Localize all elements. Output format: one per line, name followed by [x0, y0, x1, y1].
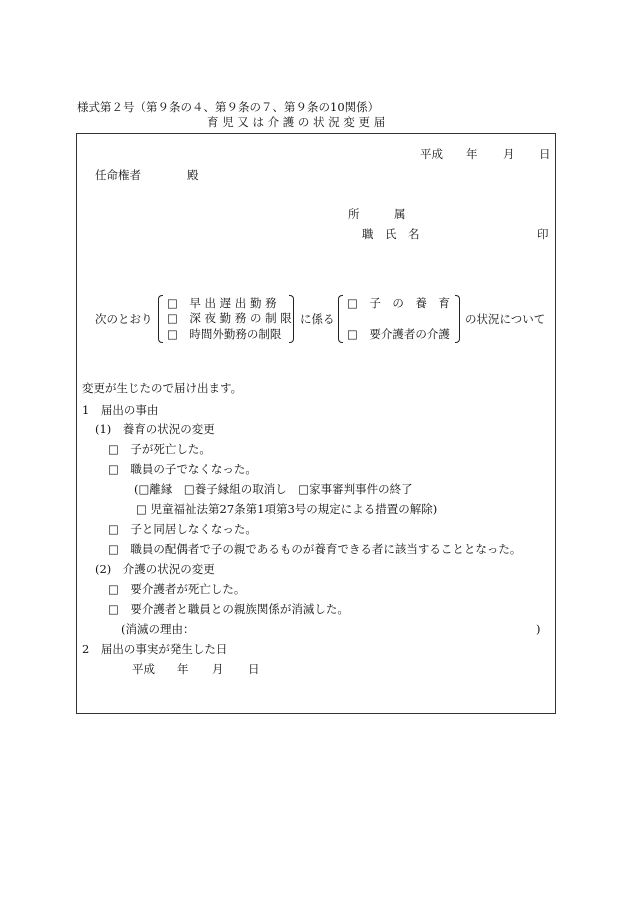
- date-month-unit: 月: [503, 147, 515, 161]
- check-spouse-can-rear[interactable]: □ 職員の配偶者で子の親であるものが養育できる者に該当することとなった。: [108, 542, 522, 556]
- bracket-left-care: [338, 295, 343, 343]
- name-label: 職 氏 名: [362, 227, 420, 241]
- option-night-work-limit[interactable]: □ 深 夜 勤 務 の 制 限: [167, 311, 292, 325]
- section1-heading: 1 届出の事由: [82, 403, 159, 417]
- reasons-line2[interactable]: □ 児童福祉法第27条第1項第3号の規定による措置の解除): [136, 502, 438, 516]
- date-year-unit: 年: [466, 147, 478, 161]
- subject-connector: に係る: [300, 312, 335, 326]
- option-overtime-limit[interactable]: □ 時間外勤務の制限: [167, 327, 282, 341]
- reason-close: ): [536, 622, 541, 636]
- intro-text: 変更が生じたので届け出ます。: [82, 381, 243, 395]
- occurrence-month-unit: 月: [212, 662, 224, 676]
- check-not-child[interactable]: □ 職員の子でなくなった。: [108, 462, 257, 476]
- date-day-unit: 日: [539, 147, 551, 161]
- addressee-honorific: 殿: [187, 168, 199, 182]
- sub1-heading: (1) 養育の状況の変更: [95, 422, 215, 436]
- check-relation-ended[interactable]: □ 要介護者と職員との親族関係が消滅した。: [108, 602, 349, 616]
- check-care-recipient-died[interactable]: □ 要介護者が死亡した。: [108, 582, 246, 596]
- check-not-living-together[interactable]: □ 子と同居しなくなった。: [108, 522, 257, 536]
- sub2-heading: (2) 介護の状況の変更: [95, 562, 215, 576]
- section2-heading: 2 届出の事実が発生した日: [82, 642, 228, 656]
- bracket-right: [289, 295, 294, 343]
- occurrence-year-unit: 年: [177, 662, 189, 676]
- reason-label: (消滅の理由：: [121, 622, 195, 636]
- affiliation-label: 所 属: [348, 207, 406, 221]
- bracket-left: [158, 295, 163, 343]
- occurrence-day-unit: 日: [248, 662, 260, 676]
- seal-mark: 印: [537, 227, 549, 241]
- option-child-rearing[interactable]: □ 子 の 養 育: [347, 296, 450, 310]
- bracket-right-care: [455, 295, 460, 343]
- option-nursing-care[interactable]: □ 要介護者の介護: [347, 327, 450, 341]
- subject-prefix: 次のとおり: [95, 312, 153, 326]
- addressee-label: 任命権者: [95, 168, 141, 182]
- date-era: 平成: [420, 147, 443, 161]
- reasons-line1[interactable]: (□離縁 □養子縁組の取消し □家事審判事件の終了: [134, 482, 413, 496]
- subject-suffix: の状況について: [465, 312, 546, 326]
- option-early-late-shift[interactable]: □ 早 出 遅 出 勤 務: [167, 296, 277, 310]
- form-title: 育 児 又 は 介 護 の 状 況 変 更 届: [207, 115, 386, 129]
- occurrence-era: 平成: [132, 662, 155, 676]
- check-child-died[interactable]: □ 子が死亡した。: [108, 442, 211, 456]
- form-number: 様式第２号（第９条の４、第９条の７、第９条の10関係）: [77, 100, 380, 114]
